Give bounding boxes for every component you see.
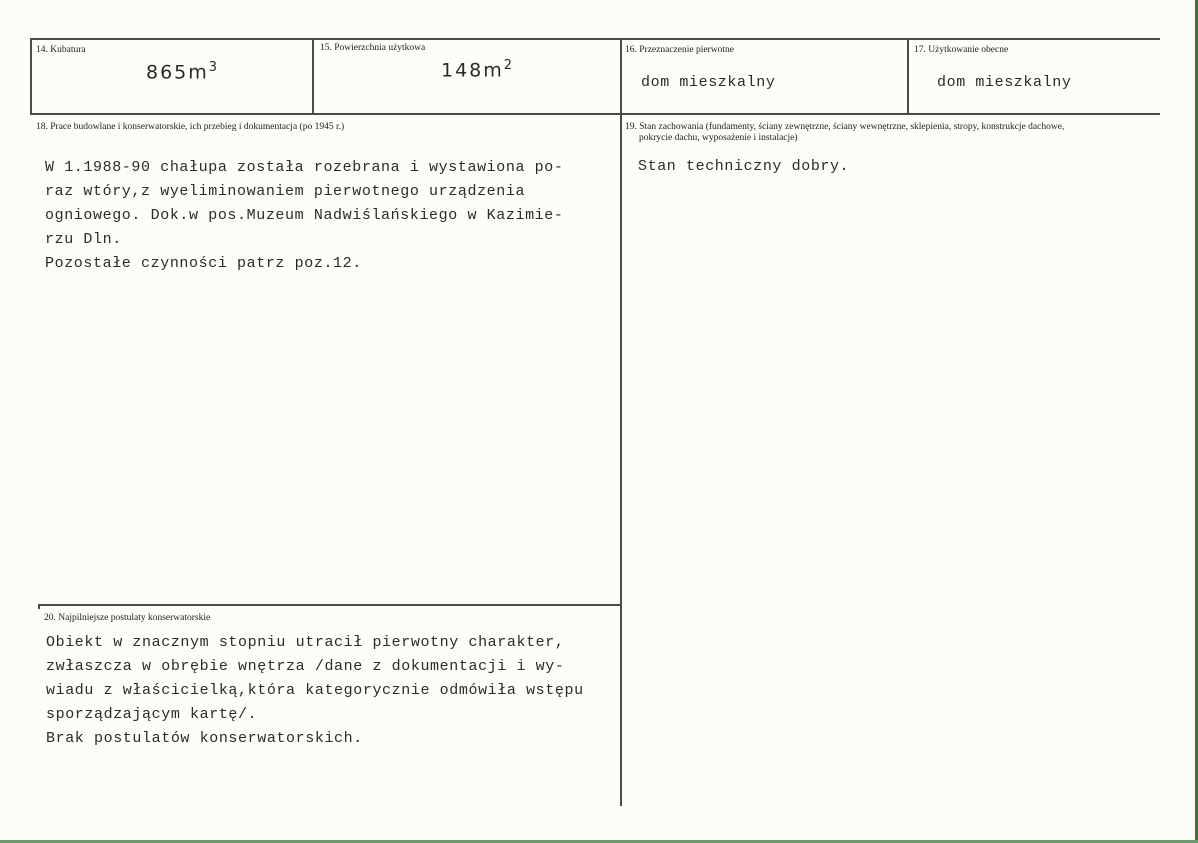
field19-text [638, 155, 849, 179]
field20-text [46, 631, 584, 751]
field15-value [441, 58, 514, 81]
field15-unit-exponent: 2 [503, 58, 515, 73]
field18-line: Pozostałe czynności patrz poz.12. [45, 255, 362, 272]
field14-label: 14. Kubatura [36, 45, 86, 55]
field20-left-rule [38, 604, 40, 609]
field18-label: 18. Prace budowlane i konserwatorskie, ich przebieg i dokumentacja (po 1945 r.) [36, 122, 345, 132]
divider-14-15 [312, 38, 314, 115]
field20-top-rule [38, 604, 622, 606]
field16-label: 16. Przeznaczenie pierwotne [625, 45, 734, 55]
field19-label-line1: 19. Stan zachowania (fundamenty, ściany zewnętrzne, ściany wewnętrzne, sklepienia, stropy, konstrukcje dachowe, [625, 122, 1065, 132]
field20-line: Brak postulatów konserwatorskich. [46, 730, 363, 747]
left-frame-rule [30, 38, 32, 115]
field14-unit-exponent: 3 [208, 60, 220, 75]
field17-value: dom mieszkalny [937, 74, 1072, 91]
field20-line: zwłaszcza w obrębie wnętrza /dane z dokumentacji i wy- [46, 658, 565, 675]
field20-line: sporządzającym kartę/. [46, 706, 258, 723]
field20-line: wiadu z właścicielką,która kategorycznie odmówiła wstępu [46, 682, 584, 699]
field19-label [625, 122, 1064, 144]
top-rule [30, 38, 1160, 40]
row1-bottom-rule [30, 113, 1160, 115]
field19-line: Stan techniczny dobry. [638, 158, 850, 175]
field15-number: 148 [441, 59, 484, 82]
field20-line: Obiekt w znacznym stopniu utracił pierwotny charakter, [46, 634, 565, 651]
field20-label: 20. Najpilniejsze postulaty konserwatorskie [44, 613, 211, 623]
field15-unit: m [483, 59, 504, 82]
field16-value: dom mieszkalny [641, 74, 776, 91]
field17-label: 17. Użytkowanie obecne [914, 45, 1009, 55]
field18-text [45, 156, 563, 276]
field14-number: 865 [146, 61, 189, 84]
field15-label: 15. Powierzchnia użytkowa [320, 43, 426, 53]
divider-16-17 [907, 38, 909, 115]
field18-line: rzu Dln. [45, 231, 122, 248]
divider-15-16 [620, 38, 622, 806]
field14-unit: m [188, 61, 209, 84]
field18-line: raz wtóry,z wyeliminowaniem pierwotnego urządzenia [45, 183, 526, 200]
field14-value [146, 60, 219, 83]
field19-label-line2: pokrycie dachu, wyposażenie i instalacje) [639, 133, 798, 143]
field18-line: W 1.1988-90 chałupa została rozebrana i wystawiona po- [45, 159, 564, 176]
field18-line: ogniowego. Dok.w pos.Muzeum Nadwiślańskiego w Kazimie- [45, 207, 564, 224]
